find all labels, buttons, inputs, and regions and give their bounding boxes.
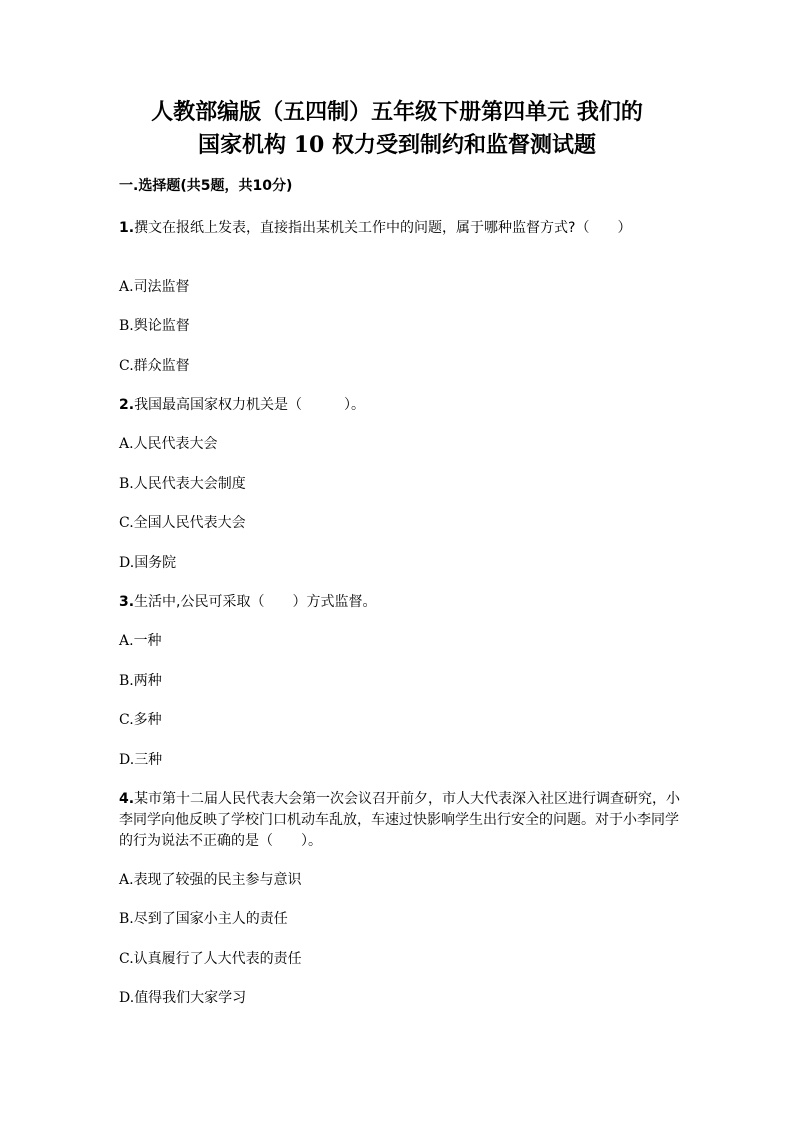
option-text: 多种 <box>133 712 162 728</box>
question-2-option-a <box>119 434 218 454</box>
question-1-option-c <box>119 356 190 376</box>
option-letter: D. <box>119 555 135 571</box>
document-title-line-2: 国家机构 10 权力受到制约和监督测试题 <box>198 132 596 158</box>
option-text: 尽到了国家小主人的责任 <box>133 911 288 927</box>
option-letter: A. <box>119 279 134 295</box>
question-2 <box>119 395 684 416</box>
question-1 <box>119 218 684 239</box>
question-1-option-a <box>119 277 190 297</box>
option-text: 认真履行了人大代表的责任 <box>133 951 302 967</box>
option-text: 三种 <box>134 752 163 768</box>
question-number: 3. <box>119 594 135 610</box>
question-text: 撰文在报纸上发表，直接指出某机关工作中的问题，属于哪种监督方式?（ ） <box>134 220 632 236</box>
option-letter: D. <box>119 752 135 768</box>
option-text: 群众监督 <box>133 358 190 374</box>
question-3-option-b <box>119 671 162 691</box>
question-2-option-c <box>119 513 246 533</box>
question-4-option-b <box>119 909 288 929</box>
section-heading: 一.选择题(共5题，共10分) <box>119 178 293 194</box>
question-3-option-a <box>119 631 162 651</box>
question-4 <box>119 789 684 852</box>
question-2-option-b <box>119 474 246 494</box>
option-letter: A. <box>119 872 134 888</box>
option-text: 司法监督 <box>133 279 190 295</box>
option-text: 值得我们大家学习 <box>134 990 247 1006</box>
document-title-line-1: 人教部编版（五四制）五年级下册第四单元 我们的 <box>151 99 643 125</box>
option-text: 舆论监督 <box>133 318 190 334</box>
question-3-option-d <box>119 750 162 770</box>
question-number: 4. <box>119 791 135 807</box>
option-text: 国务院 <box>134 555 177 571</box>
question-number: 1. <box>119 220 135 236</box>
option-letter: C. <box>119 712 134 728</box>
option-letter: B. <box>119 476 134 492</box>
option-text: 表现了较强的民主参与意识 <box>133 872 302 888</box>
question-1-option-b <box>119 316 190 336</box>
question-4-option-c <box>119 949 302 969</box>
question-2-option-d <box>119 553 176 573</box>
option-letter: B. <box>119 318 134 334</box>
question-3-option-c <box>119 710 162 730</box>
option-letter: A. <box>119 633 134 649</box>
option-text: 人民代表大会 <box>133 436 218 452</box>
option-letter: B. <box>119 673 134 689</box>
option-letter: C. <box>119 358 134 374</box>
question-4-option-d <box>119 988 246 1008</box>
question-text: 某市第十二届人民代表大会第一次会议召开前夕，市人大代表深入社区进行调查研究，小李同学向他反映了学校门口机动车乱放，车速过快影响学生出行安全的问题。对于小李同学的行为说法不正确的是（ ）。 <box>119 791 681 849</box>
option-text: 人民代表大会制度 <box>133 476 246 492</box>
option-letter: C. <box>119 515 134 531</box>
option-letter: C. <box>119 951 134 967</box>
option-letter: D. <box>119 990 135 1006</box>
option-text: 全国人民代表大会 <box>133 515 246 531</box>
option-letter: B. <box>119 911 134 927</box>
option-text: 两种 <box>133 673 162 689</box>
question-4-option-a <box>119 870 302 890</box>
option-text: 一种 <box>133 633 162 649</box>
question-text: 我国最高国家权力机关是（ ）。 <box>134 397 366 413</box>
question-text: 生活中,公民可采取（ ）方式监督。 <box>134 594 377 610</box>
option-letter: A. <box>119 436 134 452</box>
question-number: 2. <box>119 397 135 413</box>
question-3 <box>119 592 684 613</box>
